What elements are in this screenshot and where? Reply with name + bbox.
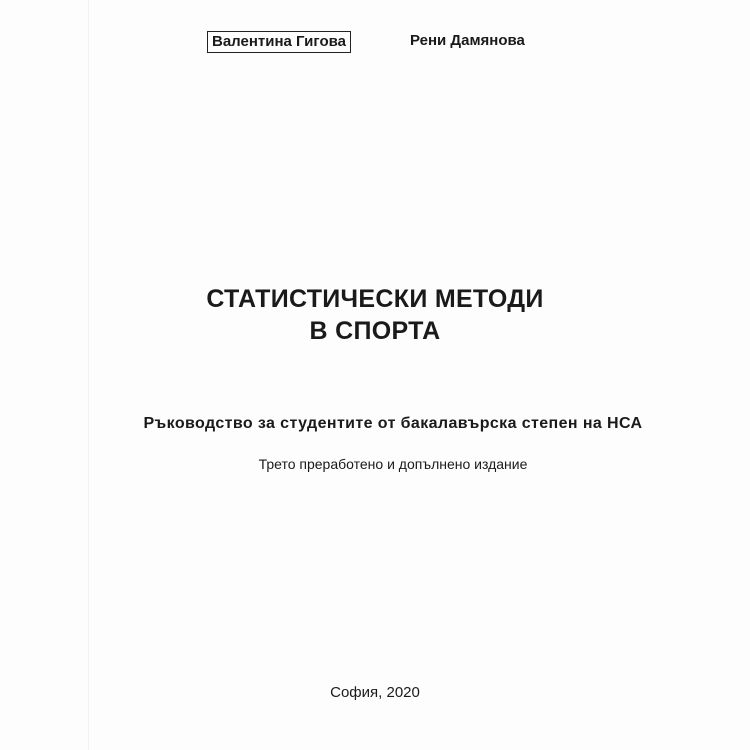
book-subtitle: Ръководство за студентите от бакалавърска степен на НСА: [143, 415, 643, 432]
book-title-line-1: СТАТИСТИЧЕСКИ МЕТОДИ: [206, 285, 544, 313]
book-title-line-2: В СПОРТА: [309, 317, 441, 345]
author-1: Валентина Гигова: [207, 31, 351, 53]
author-2: Рени Дамянова: [410, 32, 525, 49]
edition-note: Трето преработено и допълнено издание: [258, 456, 528, 472]
page-edge: [88, 0, 89, 750]
publication-place-year: София, 2020: [330, 684, 420, 701]
